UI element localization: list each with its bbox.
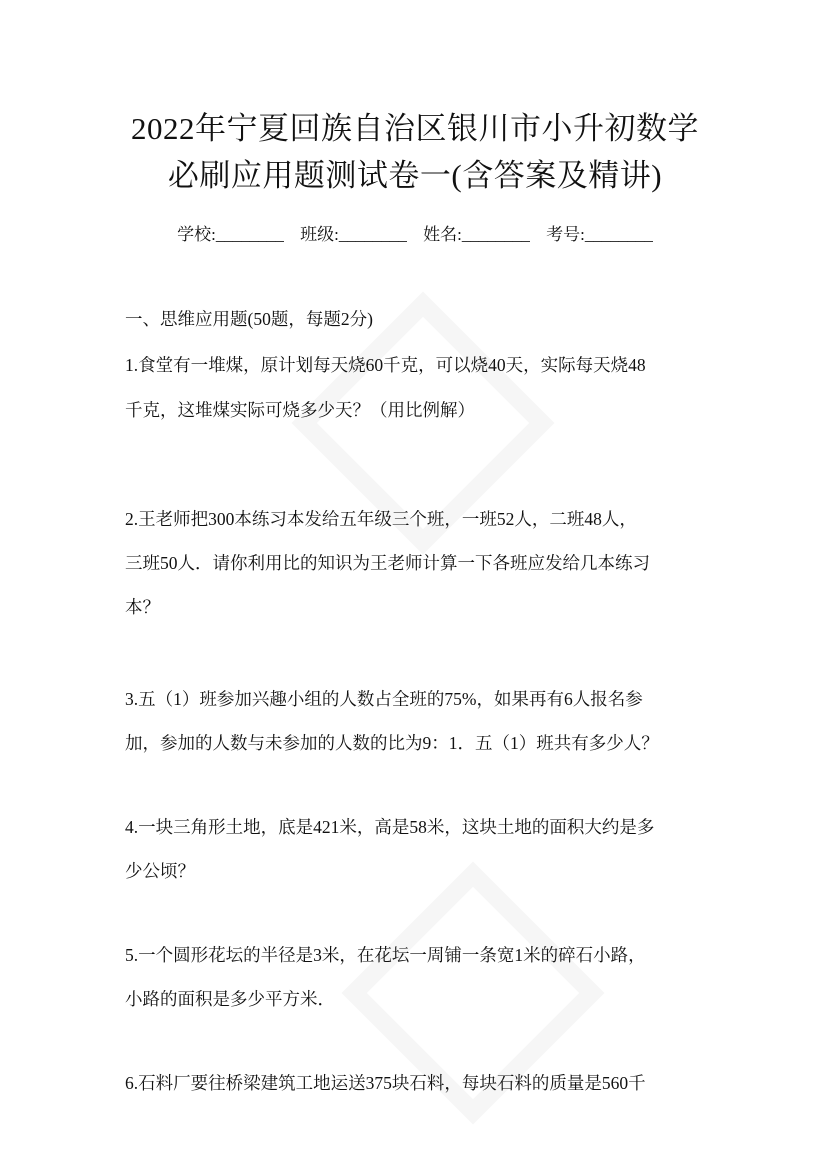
student-info [0,220,830,245]
question-2-line: 本？ [125,597,160,617]
question-5-line: 小路的面积是多少平方米． [125,989,335,1009]
question-4-line: 4.一块三角形土地，底是421米，高是58米，这块土地的面积大约是多 [125,817,655,837]
name-field: 姓名:________ [423,225,530,244]
question-3-line: 3.五（1）班参加兴趣小组的人数占全班的75%，如果再有6人报名参 [125,689,643,709]
section-heading: 一、思维应用题(50题，每题2分) [125,309,373,329]
page-title-line-1: 2022年宁夏回族自治区银川市小升初数学 [131,111,699,146]
school-field: 学校:________ [177,225,284,244]
exam-number-field: 考号:________ [546,225,653,244]
question-2-line: 三班50人．请你利用比的知识为王老师计算一下各班应发给几本练习 [125,553,650,573]
question-4-line: 少公顷？ [125,861,195,881]
question-3-line: 加，参加的人数与未参加的人数的比为9：1．五（1）班共有多少人？ [125,733,659,753]
class-field: 班级:________ [300,225,407,244]
question-1-line: 1.食堂有一堆煤，原计划每天烧60千克，可以烧40天，实际每天烧48 [125,355,646,375]
page-title-line-2: 必刷应用题测试卷一(含答案及精讲) [167,158,663,193]
question-1-line: 千克，这堆煤实际可烧多少天？（用比例解） [125,400,475,420]
question-2-line: 2.王老师把300本练习本发给五年级三个班，一班52人，二班48人， [125,509,637,529]
question-6-line: 6.石料厂要往桥梁建筑工地运送375块石料，每块石料的质量是560千 [125,1073,646,1093]
question-5-line: 5.一个圆形花坛的半径是3米，在花坛一周铺一条宽1米的碎石小路， [125,945,646,965]
